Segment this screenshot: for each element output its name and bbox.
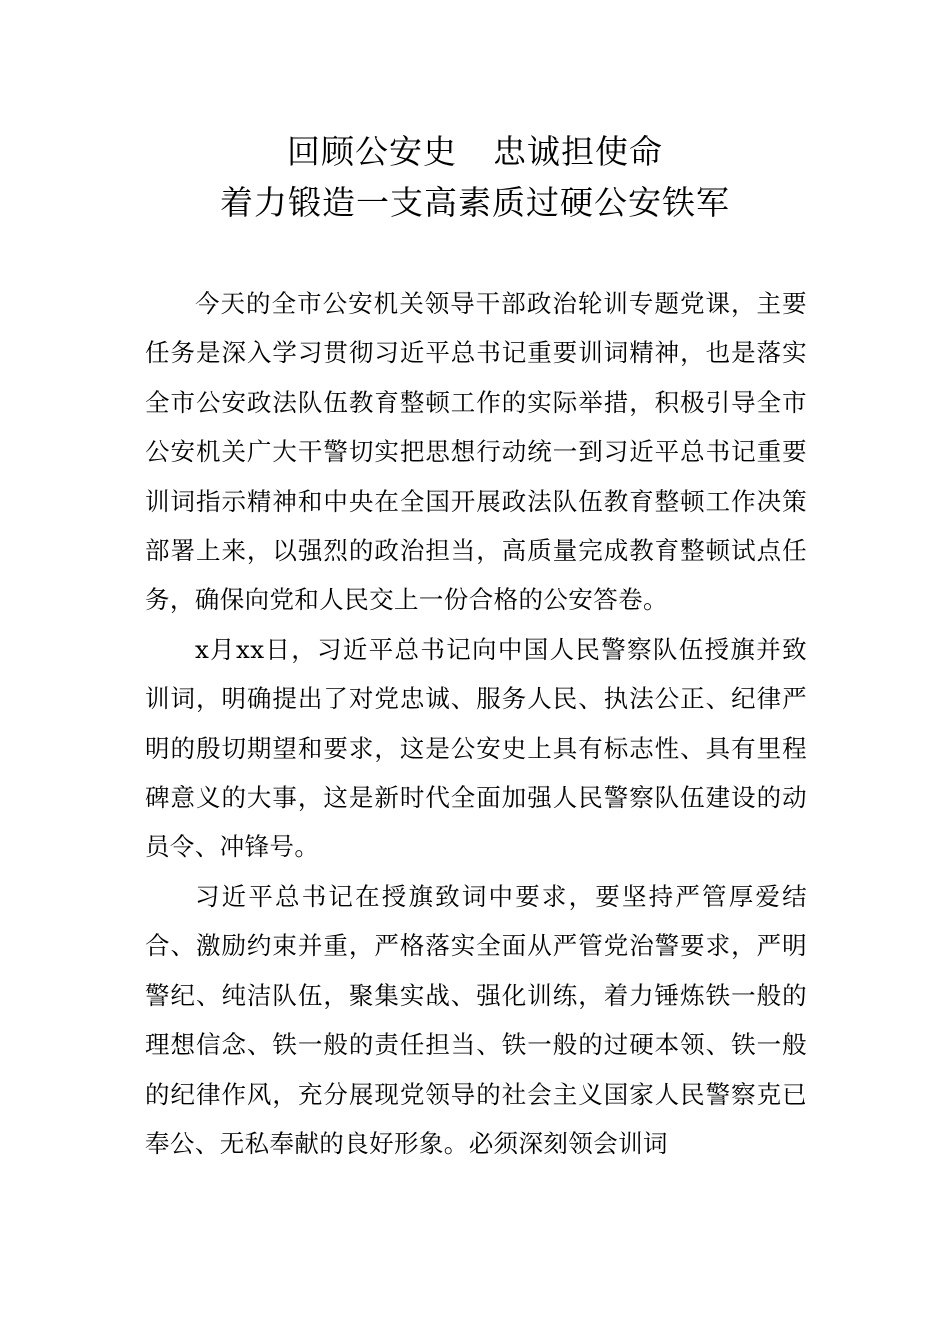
paragraph-intro: 今天的全市公安机关领导干部政治轮训专题党课，主要任务是深入学习贯彻习近平总书记重要训词精神，也是落实全市公安政法队伍教育整顿工作的实际举措，积极引导全市公安机关广大干警切实把思想行动统一到习近平总书记重要训词指示精神和中央在全国开展政法队伍教育整顿工作决策部署上来，以强烈的政治担当，高质量完成教育整顿试点任务，确保向党和人民交上一份合格的公安答卷。 xyxy=(145,289,807,615)
paragraph-requirements: 习近平总书记在授旗致词中要求，要坚持严管厚爱结合、激励约束并重，严格落实全面从严管党治警要求，严明警纪、纯洁队伍，聚集实战、强化训练，着力锤炼铁一般的理想信念、铁一般的责任担当、铁一般的过硬本领、铁一般的纪律作风，充分展现党领导的社会主义国家人民警察克已奉公、无私奉献的良好形象。必须深刻领会训词 xyxy=(145,881,807,1158)
title-part-history: 回顾公安史 xyxy=(287,132,457,171)
document-title-line-1 xyxy=(0,132,950,172)
paragraph-flag-ceremony: x月xx日，习近平总书记向中国人民警察队伍授旗并致训词，明确提出了对党忠诚、服务人民、执法公正、纪律严明的殷切期望和要求，这是公安史上具有标志性、具有里程碑意义的大事，这是新时代全面加强人民警察队伍建设的动员令、冲锋号。 xyxy=(145,634,807,862)
title-part-mission: 忠诚担使命 xyxy=(493,132,663,171)
document-title-line-2: 着力锻造一支高素质过硬公安铁军 xyxy=(220,183,730,222)
document-body xyxy=(145,279,807,1168)
